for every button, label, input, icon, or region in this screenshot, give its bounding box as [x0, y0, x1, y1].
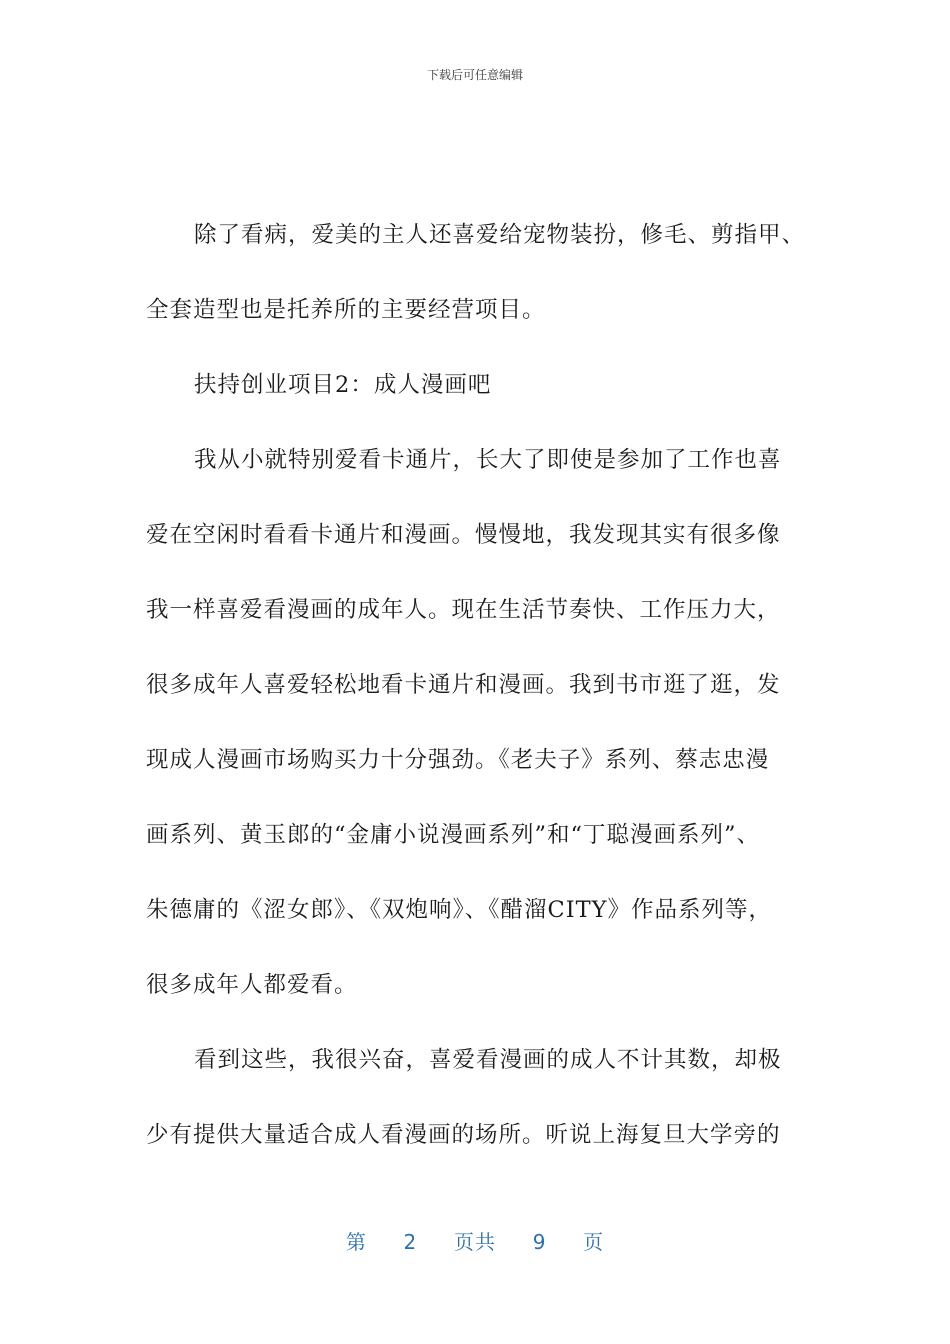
page-header-note: 下载后可任意编辑 [426, 68, 523, 82]
page-number-footer [0, 1226, 950, 1255]
paragraph-line: 现成人漫画市场购买力十分强劲。《老夫子》系列、蔡志忠漫 [146, 747, 770, 773]
paragraph-line: 少有提供大量适合成人看漫画的场所。听说上海复旦大学旁的 [146, 1122, 781, 1148]
paragraph-line: 看到这些，我很兴奋，喜爱看漫画的成人不计其数，却极 [194, 1047, 782, 1073]
paragraph-line: 画系列、黄玉郎的“金庸小说漫画系列”和“丁聪漫画系列”、 [146, 822, 761, 848]
paragraph-line: 爱在空闲时看看卡通片和漫画。慢慢地，我发现其实有很多像 [146, 522, 781, 548]
paragraph-line: 全套造型也是托养所的主要经营项目。 [146, 297, 546, 323]
paragraph-line: 朱德庸的《涩女郎》、《双炮响》、《醋溜CITY》作品系列等， [146, 897, 772, 923]
document-body [146, 198, 806, 1173]
footer-suffix: 页 [583, 1230, 605, 1254]
paragraph-line: 我从小就特别爱看卡通片，长大了即使是参加了工作也喜 [194, 447, 782, 473]
paragraph-line: 除了看病，爱美的主人还喜爱给宠物装扮，修毛、剪指甲、 [194, 222, 806, 248]
footer-prefix: 第 [345, 1230, 367, 1254]
section-heading: 扶持创业项目2：成人漫画吧 [194, 372, 492, 398]
total-pages-number: 9 [532, 1230, 547, 1254]
paragraph-line: 很多成年人都爱看。 [146, 972, 358, 998]
footer-middle: 页共 [454, 1230, 496, 1254]
current-page-number: 2 [403, 1230, 418, 1254]
paragraph-line: 很多成年人喜爱轻松地看卡通片和漫画。我到书市逛了逛，发 [146, 672, 781, 698]
paragraph-line: 我一样喜爱看漫画的成年人。现在生活节奏快、工作压力大， [146, 597, 781, 623]
